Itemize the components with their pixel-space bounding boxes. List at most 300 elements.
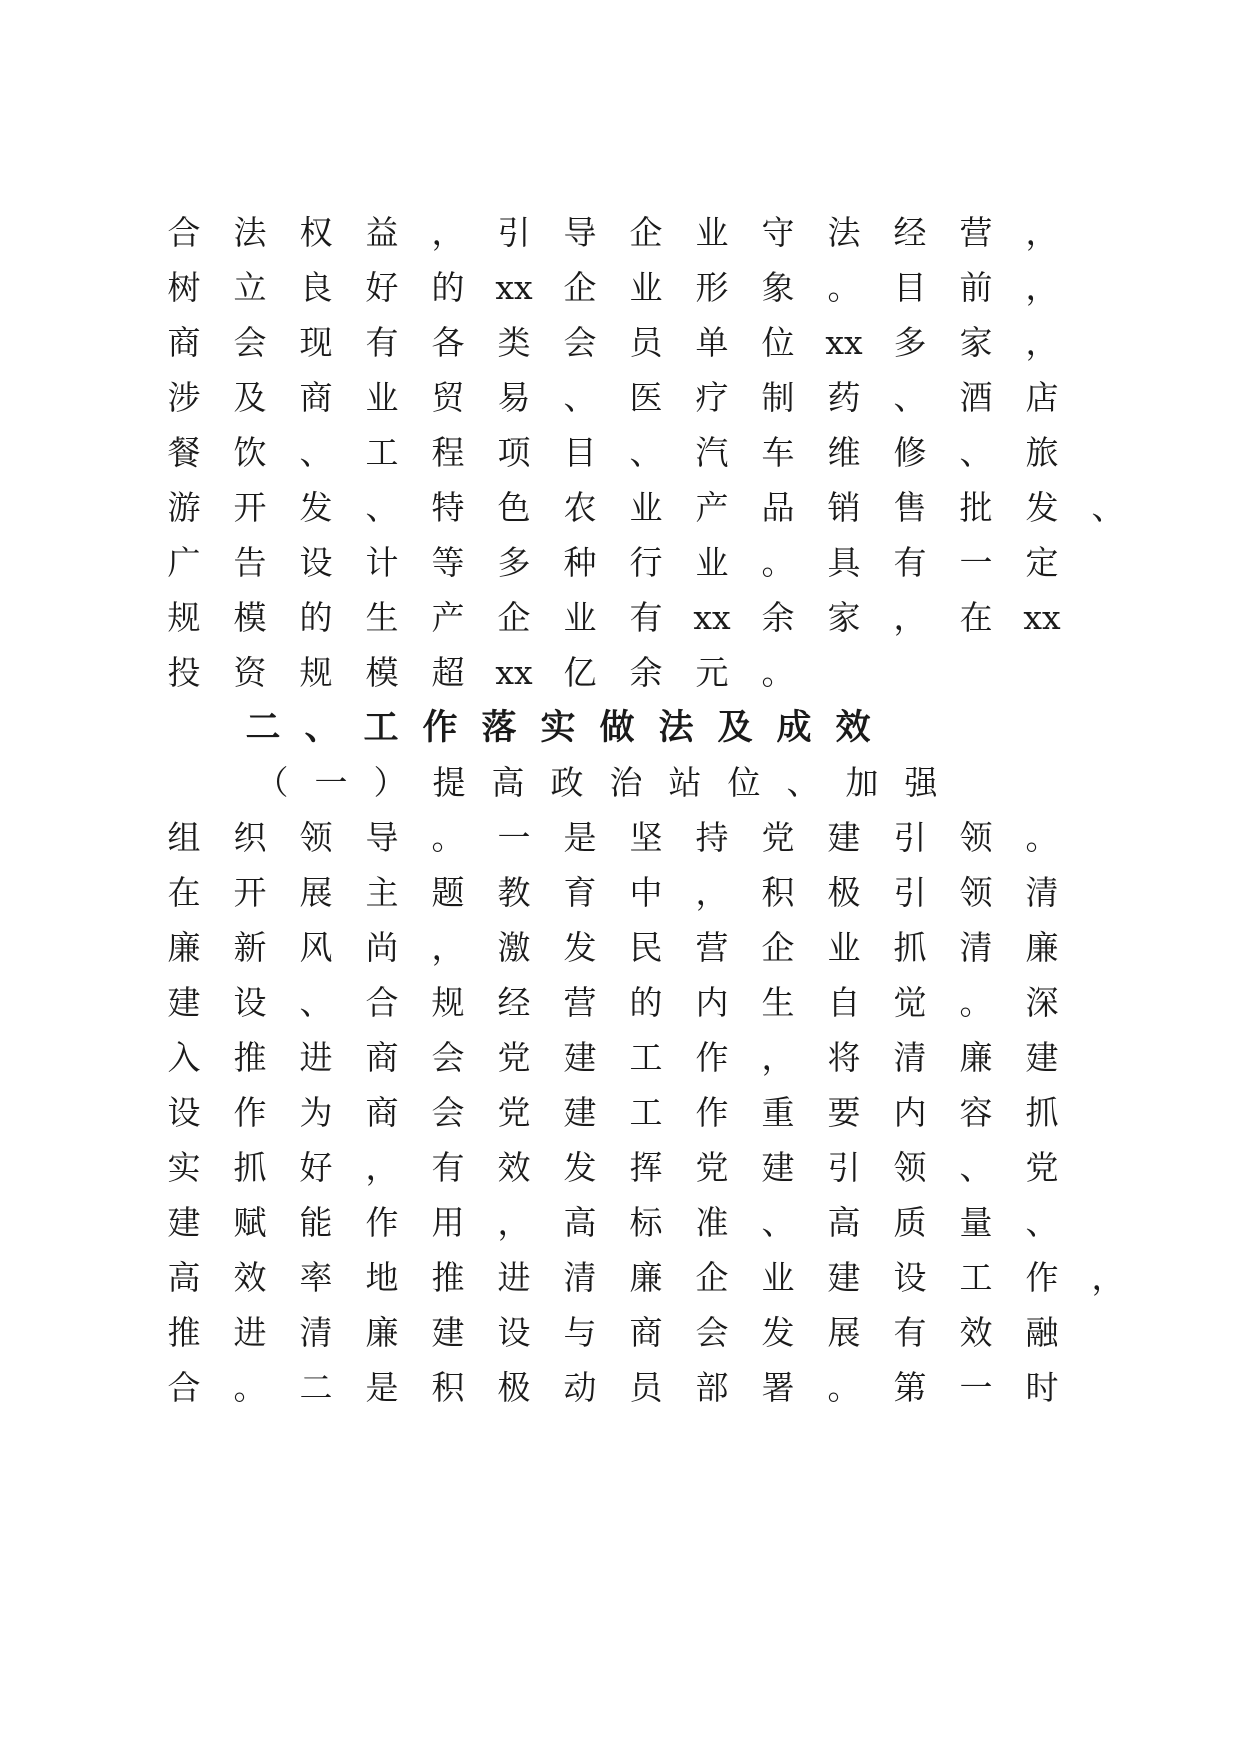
glyph: 法 bbox=[233, 213, 267, 252]
glyph: 设 bbox=[233, 983, 267, 1022]
glyph: 动 bbox=[563, 1368, 597, 1407]
glyph: 有 bbox=[629, 598, 663, 637]
glyph: 特 bbox=[431, 488, 465, 527]
glyph: 涉 bbox=[167, 378, 201, 417]
glyph: ， bbox=[1025, 323, 1059, 362]
glyph: 多 bbox=[497, 543, 531, 582]
glyph: 工 bbox=[959, 1258, 993, 1297]
glyph: 是 bbox=[563, 818, 597, 857]
glyph: 前 bbox=[959, 268, 993, 307]
glyph: 党 bbox=[761, 818, 795, 857]
glyph: 廉 bbox=[365, 1313, 399, 1352]
glyph: 与 bbox=[563, 1313, 597, 1352]
glyph: 树 bbox=[167, 268, 201, 307]
glyph: 的 bbox=[629, 983, 663, 1022]
glyph: 种 bbox=[563, 543, 597, 582]
glyph: 清 bbox=[959, 928, 993, 967]
subsection-line bbox=[168, 759, 1128, 807]
glyph: 织 bbox=[233, 818, 267, 857]
glyph: 、 bbox=[629, 433, 663, 472]
glyph: 设 bbox=[167, 1093, 201, 1132]
glyph: 企 bbox=[761, 928, 795, 967]
glyph: 定 bbox=[1025, 543, 1059, 582]
glyph: 工 bbox=[629, 1038, 663, 1077]
glyph: 质 bbox=[893, 1203, 927, 1242]
glyph: 部 bbox=[695, 1368, 729, 1407]
glyph: 建 bbox=[563, 1038, 597, 1077]
glyph: 设 bbox=[299, 543, 333, 582]
glyph: 极 bbox=[827, 873, 861, 912]
text-line bbox=[168, 484, 1128, 532]
glyph: 尚 bbox=[365, 928, 399, 967]
glyph: 党 bbox=[497, 1038, 531, 1077]
glyph: 时 bbox=[1025, 1368, 1059, 1407]
glyph: 融 bbox=[1025, 1313, 1059, 1352]
glyph: 实 bbox=[167, 1148, 201, 1187]
glyph: 员 bbox=[629, 323, 663, 362]
glyph: 医 bbox=[629, 378, 663, 417]
glyph: 工 bbox=[365, 433, 399, 472]
glyph: 开 bbox=[233, 873, 267, 912]
glyph: 推 bbox=[233, 1038, 267, 1077]
glyph: 商 bbox=[167, 323, 201, 362]
text-line bbox=[168, 429, 1128, 477]
glyph: 自 bbox=[827, 983, 861, 1022]
glyph: 象 bbox=[761, 268, 795, 307]
glyph: 益 bbox=[365, 213, 399, 252]
glyph: ， bbox=[431, 928, 465, 967]
glyph: 进 bbox=[497, 1258, 531, 1297]
glyph: 建 bbox=[167, 1203, 201, 1242]
glyph: 一 bbox=[959, 1368, 993, 1407]
glyph: 高 bbox=[563, 1203, 597, 1242]
glyph: 营 bbox=[563, 983, 597, 1022]
glyph: 落 bbox=[481, 707, 517, 748]
glyph: 展 bbox=[299, 873, 333, 912]
glyph: 计 bbox=[365, 543, 399, 582]
glyph: ， bbox=[431, 213, 465, 252]
glyph: 清 bbox=[893, 1038, 927, 1077]
glyph: 、 bbox=[1025, 1203, 1059, 1242]
glyph: 会 bbox=[233, 323, 267, 362]
glyph: 好 bbox=[299, 1148, 333, 1187]
glyph: 发 bbox=[761, 1313, 795, 1352]
glyph: 题 bbox=[431, 873, 465, 912]
glyph: 亿 bbox=[563, 653, 597, 692]
glyph: 效 bbox=[233, 1258, 267, 1297]
glyph: 觉 bbox=[893, 983, 927, 1022]
glyph: 守 bbox=[761, 213, 795, 252]
glyph: 风 bbox=[299, 928, 333, 967]
glyph: 位 bbox=[727, 763, 761, 802]
glyph: 企 bbox=[563, 268, 597, 307]
glyph: 坚 bbox=[629, 818, 663, 857]
text-line bbox=[168, 1309, 1128, 1357]
glyph: 推 bbox=[431, 1258, 465, 1297]
glyph: ， bbox=[497, 1203, 531, 1242]
glyph: 及 bbox=[717, 707, 753, 748]
glyph: 批 bbox=[959, 488, 993, 527]
glyph: 有 bbox=[365, 323, 399, 362]
text-line bbox=[168, 374, 1128, 422]
glyph: 高 bbox=[491, 763, 525, 802]
glyph: 建 bbox=[431, 1313, 465, 1352]
glyph: 现 bbox=[299, 323, 333, 362]
glyph: 酒 bbox=[959, 378, 993, 417]
glyph: 易 bbox=[497, 378, 531, 417]
glyph: 加 bbox=[845, 763, 879, 802]
glyph: 权 bbox=[299, 213, 333, 252]
glyph: 发 bbox=[299, 488, 333, 527]
glyph: 企 bbox=[629, 213, 663, 252]
glyph: ， bbox=[1091, 1258, 1125, 1297]
glyph: 贸 bbox=[431, 378, 465, 417]
glyph: 民 bbox=[629, 928, 663, 967]
glyph: 形 bbox=[695, 268, 729, 307]
glyph: 育 bbox=[563, 873, 597, 912]
glyph: 重 bbox=[761, 1093, 795, 1132]
glyph: 有 bbox=[431, 1148, 465, 1187]
glyph: 引 bbox=[497, 213, 531, 252]
glyph: 廉 bbox=[959, 1038, 993, 1077]
glyph: 超 bbox=[431, 653, 465, 692]
glyph: 在 bbox=[167, 873, 201, 912]
glyph: 会 bbox=[563, 323, 597, 362]
glyph: 商 bbox=[365, 1093, 399, 1132]
glyph: 率 bbox=[299, 1258, 333, 1297]
text-line bbox=[168, 1199, 1128, 1247]
glyph: 业 bbox=[629, 488, 663, 527]
glyph: 余 bbox=[761, 598, 795, 637]
glyph: 。 bbox=[761, 653, 795, 692]
glyph: xx bbox=[825, 323, 863, 362]
glyph: 余 bbox=[629, 653, 663, 692]
glyph: 用 bbox=[431, 1203, 465, 1242]
glyph: 销 bbox=[827, 488, 861, 527]
glyph: ， bbox=[1025, 213, 1059, 252]
glyph: 导 bbox=[365, 818, 399, 857]
glyph: 疗 bbox=[695, 378, 729, 417]
glyph: 为 bbox=[299, 1093, 333, 1132]
glyph: 良 bbox=[299, 268, 333, 307]
glyph: 。 bbox=[761, 543, 795, 582]
glyph: 游 bbox=[167, 488, 201, 527]
glyph: 资 bbox=[233, 653, 267, 692]
glyph: 有 bbox=[893, 543, 927, 582]
text-line bbox=[168, 594, 1128, 642]
glyph: 将 bbox=[827, 1038, 861, 1077]
glyph: 、 bbox=[786, 763, 820, 802]
glyph: 党 bbox=[695, 1148, 729, 1187]
glyph: 作 bbox=[365, 1203, 399, 1242]
glyph: 营 bbox=[959, 213, 993, 252]
glyph: 。 bbox=[233, 1368, 267, 1407]
glyph: ， bbox=[695, 873, 729, 912]
glyph: 效 bbox=[497, 1148, 531, 1187]
glyph: 具 bbox=[827, 543, 861, 582]
glyph: （ bbox=[255, 763, 289, 802]
glyph: 、 bbox=[1091, 488, 1125, 527]
glyph: 。 bbox=[827, 1368, 861, 1407]
glyph: 积 bbox=[761, 873, 795, 912]
glyph: 单 bbox=[695, 323, 729, 362]
glyph: 广 bbox=[167, 543, 201, 582]
glyph: 目 bbox=[893, 268, 927, 307]
glyph: 有 bbox=[893, 1313, 927, 1352]
glyph: 饮 bbox=[233, 433, 267, 472]
text-line bbox=[168, 1144, 1128, 1192]
glyph: 。 bbox=[431, 818, 465, 857]
glyph: 、 bbox=[304, 707, 340, 748]
glyph: 售 bbox=[893, 488, 927, 527]
glyph: 激 bbox=[497, 928, 531, 967]
glyph: 业 bbox=[827, 928, 861, 967]
glyph: 二 bbox=[299, 1368, 333, 1407]
glyph: 、 bbox=[563, 378, 597, 417]
glyph: 效 bbox=[835, 707, 871, 748]
glyph: 清 bbox=[299, 1313, 333, 1352]
glyph: 挥 bbox=[629, 1148, 663, 1187]
glyph: 第 bbox=[893, 1368, 927, 1407]
glyph: 建 bbox=[827, 1258, 861, 1297]
glyph: 及 bbox=[233, 378, 267, 417]
glyph: 模 bbox=[233, 598, 267, 637]
glyph: 强 bbox=[904, 763, 938, 802]
glyph: 、 bbox=[365, 488, 399, 527]
glyph: 会 bbox=[431, 1093, 465, 1132]
glyph: ， bbox=[1025, 268, 1059, 307]
glyph: 的 bbox=[431, 268, 465, 307]
glyph: 发 bbox=[1025, 488, 1059, 527]
glyph: 农 bbox=[563, 488, 597, 527]
glyph: 法 bbox=[658, 707, 694, 748]
glyph: 生 bbox=[365, 598, 399, 637]
glyph: 模 bbox=[365, 653, 399, 692]
glyph: 内 bbox=[695, 983, 729, 1022]
glyph: 廉 bbox=[1025, 928, 1059, 967]
glyph: 餐 bbox=[167, 433, 201, 472]
glyph: 建 bbox=[167, 983, 201, 1022]
text-line bbox=[168, 924, 1128, 972]
glyph: 展 bbox=[827, 1313, 861, 1352]
glyph: 业 bbox=[761, 1258, 795, 1297]
glyph: 等 bbox=[431, 543, 465, 582]
glyph: 店 bbox=[1025, 378, 1059, 417]
glyph: 生 bbox=[761, 983, 795, 1022]
glyph: 产 bbox=[431, 598, 465, 637]
glyph: 实 bbox=[540, 707, 576, 748]
glyph: 教 bbox=[497, 873, 531, 912]
glyph: 合 bbox=[167, 213, 201, 252]
glyph: 业 bbox=[563, 598, 597, 637]
glyph: 程 bbox=[431, 433, 465, 472]
glyph: 廉 bbox=[629, 1258, 663, 1297]
text-line bbox=[168, 869, 1128, 917]
glyph: 业 bbox=[629, 268, 663, 307]
glyph: 告 bbox=[233, 543, 267, 582]
glyph: 做 bbox=[599, 707, 635, 748]
glyph: 要 bbox=[827, 1093, 861, 1132]
glyph: 法 bbox=[827, 213, 861, 252]
glyph: 署 bbox=[761, 1368, 795, 1407]
glyph: 入 bbox=[167, 1038, 201, 1077]
text-line bbox=[168, 1034, 1128, 1082]
glyph: 中 bbox=[629, 873, 663, 912]
glyph: 发 bbox=[563, 928, 597, 967]
glyph: 积 bbox=[431, 1368, 465, 1407]
glyph: 组 bbox=[167, 818, 201, 857]
glyph: 领 bbox=[299, 818, 333, 857]
glyph: 深 bbox=[1025, 983, 1059, 1022]
glyph: 药 bbox=[827, 378, 861, 417]
glyph: 作 bbox=[422, 707, 458, 748]
glyph: 制 bbox=[761, 378, 795, 417]
glyph: 工 bbox=[363, 707, 399, 748]
text-line bbox=[168, 539, 1128, 587]
glyph: 的 bbox=[299, 598, 333, 637]
glyph: 企 bbox=[497, 598, 531, 637]
glyph: 开 bbox=[233, 488, 267, 527]
glyph: 、 bbox=[299, 983, 333, 1022]
text-line bbox=[168, 264, 1128, 312]
glyph: xx bbox=[1023, 598, 1061, 637]
glyph: 准 bbox=[695, 1203, 729, 1242]
glyph: 引 bbox=[893, 818, 927, 857]
glyph: 规 bbox=[431, 983, 465, 1022]
glyph: 建 bbox=[827, 818, 861, 857]
glyph: 一 bbox=[497, 818, 531, 857]
glyph: 投 bbox=[167, 653, 201, 692]
glyph: 作 bbox=[1025, 1258, 1059, 1297]
glyph: 是 bbox=[365, 1368, 399, 1407]
glyph: 产 bbox=[695, 488, 729, 527]
glyph: 业 bbox=[695, 543, 729, 582]
glyph: 建 bbox=[563, 1093, 597, 1132]
glyph: ， bbox=[893, 598, 927, 637]
glyph: 。 bbox=[1025, 818, 1059, 857]
glyph: 商 bbox=[365, 1038, 399, 1077]
glyph: 量 bbox=[959, 1203, 993, 1242]
glyph: 修 bbox=[893, 433, 927, 472]
glyph: 家 bbox=[827, 598, 861, 637]
glyph: 、 bbox=[959, 1148, 993, 1187]
glyph: 维 bbox=[827, 433, 861, 472]
glyph: 商 bbox=[629, 1313, 663, 1352]
glyph: 地 bbox=[365, 1258, 399, 1297]
glyph: 合 bbox=[167, 1368, 201, 1407]
glyph: 元 bbox=[695, 653, 729, 692]
glyph: 建 bbox=[1025, 1038, 1059, 1077]
glyph: 高 bbox=[827, 1203, 861, 1242]
glyph: xx bbox=[693, 598, 731, 637]
glyph: 各 bbox=[431, 323, 465, 362]
glyph: 、 bbox=[299, 433, 333, 472]
glyph: 赋 bbox=[233, 1203, 267, 1242]
glyph: 发 bbox=[563, 1148, 597, 1187]
glyph: 党 bbox=[1025, 1148, 1059, 1187]
glyph: 、 bbox=[761, 1203, 795, 1242]
glyph: 作 bbox=[233, 1093, 267, 1132]
glyph: 领 bbox=[959, 873, 993, 912]
glyph: 会 bbox=[695, 1313, 729, 1352]
glyph: 色 bbox=[497, 488, 531, 527]
text-line bbox=[168, 209, 1128, 257]
glyph: 领 bbox=[893, 1148, 927, 1187]
glyph: 清 bbox=[1025, 873, 1059, 912]
glyph: 经 bbox=[893, 213, 927, 252]
glyph: 目 bbox=[563, 433, 597, 472]
glyph: 在 bbox=[959, 598, 993, 637]
glyph: 作 bbox=[695, 1093, 729, 1132]
section-heading bbox=[168, 704, 1128, 752]
glyph: 营 bbox=[695, 928, 729, 967]
glyph: 内 bbox=[893, 1093, 927, 1132]
glyph: 极 bbox=[497, 1368, 531, 1407]
glyph: ） bbox=[373, 763, 407, 802]
glyph: 新 bbox=[233, 928, 267, 967]
glyph: 商 bbox=[299, 378, 333, 417]
glyph: 业 bbox=[695, 213, 729, 252]
text-line bbox=[168, 1089, 1128, 1137]
text-line bbox=[168, 1254, 1128, 1302]
glyph: 容 bbox=[959, 1093, 993, 1132]
glyph: ， bbox=[761, 1038, 795, 1077]
glyph: 会 bbox=[431, 1038, 465, 1077]
glyph: 一 bbox=[314, 763, 348, 802]
text-line bbox=[168, 319, 1128, 367]
glyph: 抓 bbox=[893, 928, 927, 967]
glyph: 规 bbox=[299, 653, 333, 692]
glyph: 合 bbox=[365, 983, 399, 1022]
glyph: 推 bbox=[167, 1313, 201, 1352]
glyph: 主 bbox=[365, 873, 399, 912]
glyph: 经 bbox=[497, 983, 531, 1022]
glyph: 引 bbox=[893, 873, 927, 912]
glyph: 、 bbox=[959, 433, 993, 472]
glyph: 高 bbox=[167, 1258, 201, 1297]
glyph: 领 bbox=[959, 818, 993, 857]
glyph: 项 bbox=[497, 433, 531, 472]
glyph: 抓 bbox=[233, 1148, 267, 1187]
glyph: 能 bbox=[299, 1203, 333, 1242]
glyph: 企 bbox=[695, 1258, 729, 1297]
glyph: 。 bbox=[827, 268, 861, 307]
glyph: 提 bbox=[432, 763, 466, 802]
glyph: 汽 bbox=[695, 433, 729, 472]
glyph: 建 bbox=[761, 1148, 795, 1187]
glyph: 治 bbox=[609, 763, 643, 802]
glyph: 导 bbox=[563, 213, 597, 252]
glyph: 站 bbox=[668, 763, 702, 802]
glyph: 抓 bbox=[1025, 1093, 1059, 1132]
glyph: ， bbox=[365, 1148, 399, 1187]
glyph: 旅 bbox=[1025, 433, 1059, 472]
glyph: 行 bbox=[629, 543, 663, 582]
glyph: xx bbox=[495, 653, 533, 692]
text-line bbox=[168, 1364, 1128, 1412]
glyph: 进 bbox=[299, 1038, 333, 1077]
glyph: 立 bbox=[233, 268, 267, 307]
glyph: 类 bbox=[497, 323, 531, 362]
glyph: 家 bbox=[959, 323, 993, 362]
glyph: 廉 bbox=[167, 928, 201, 967]
glyph: 好 bbox=[365, 268, 399, 307]
glyph: 引 bbox=[827, 1148, 861, 1187]
glyph: 持 bbox=[695, 818, 729, 857]
glyph: xx bbox=[495, 268, 533, 307]
glyph: 多 bbox=[893, 323, 927, 362]
text-line bbox=[168, 814, 1128, 862]
